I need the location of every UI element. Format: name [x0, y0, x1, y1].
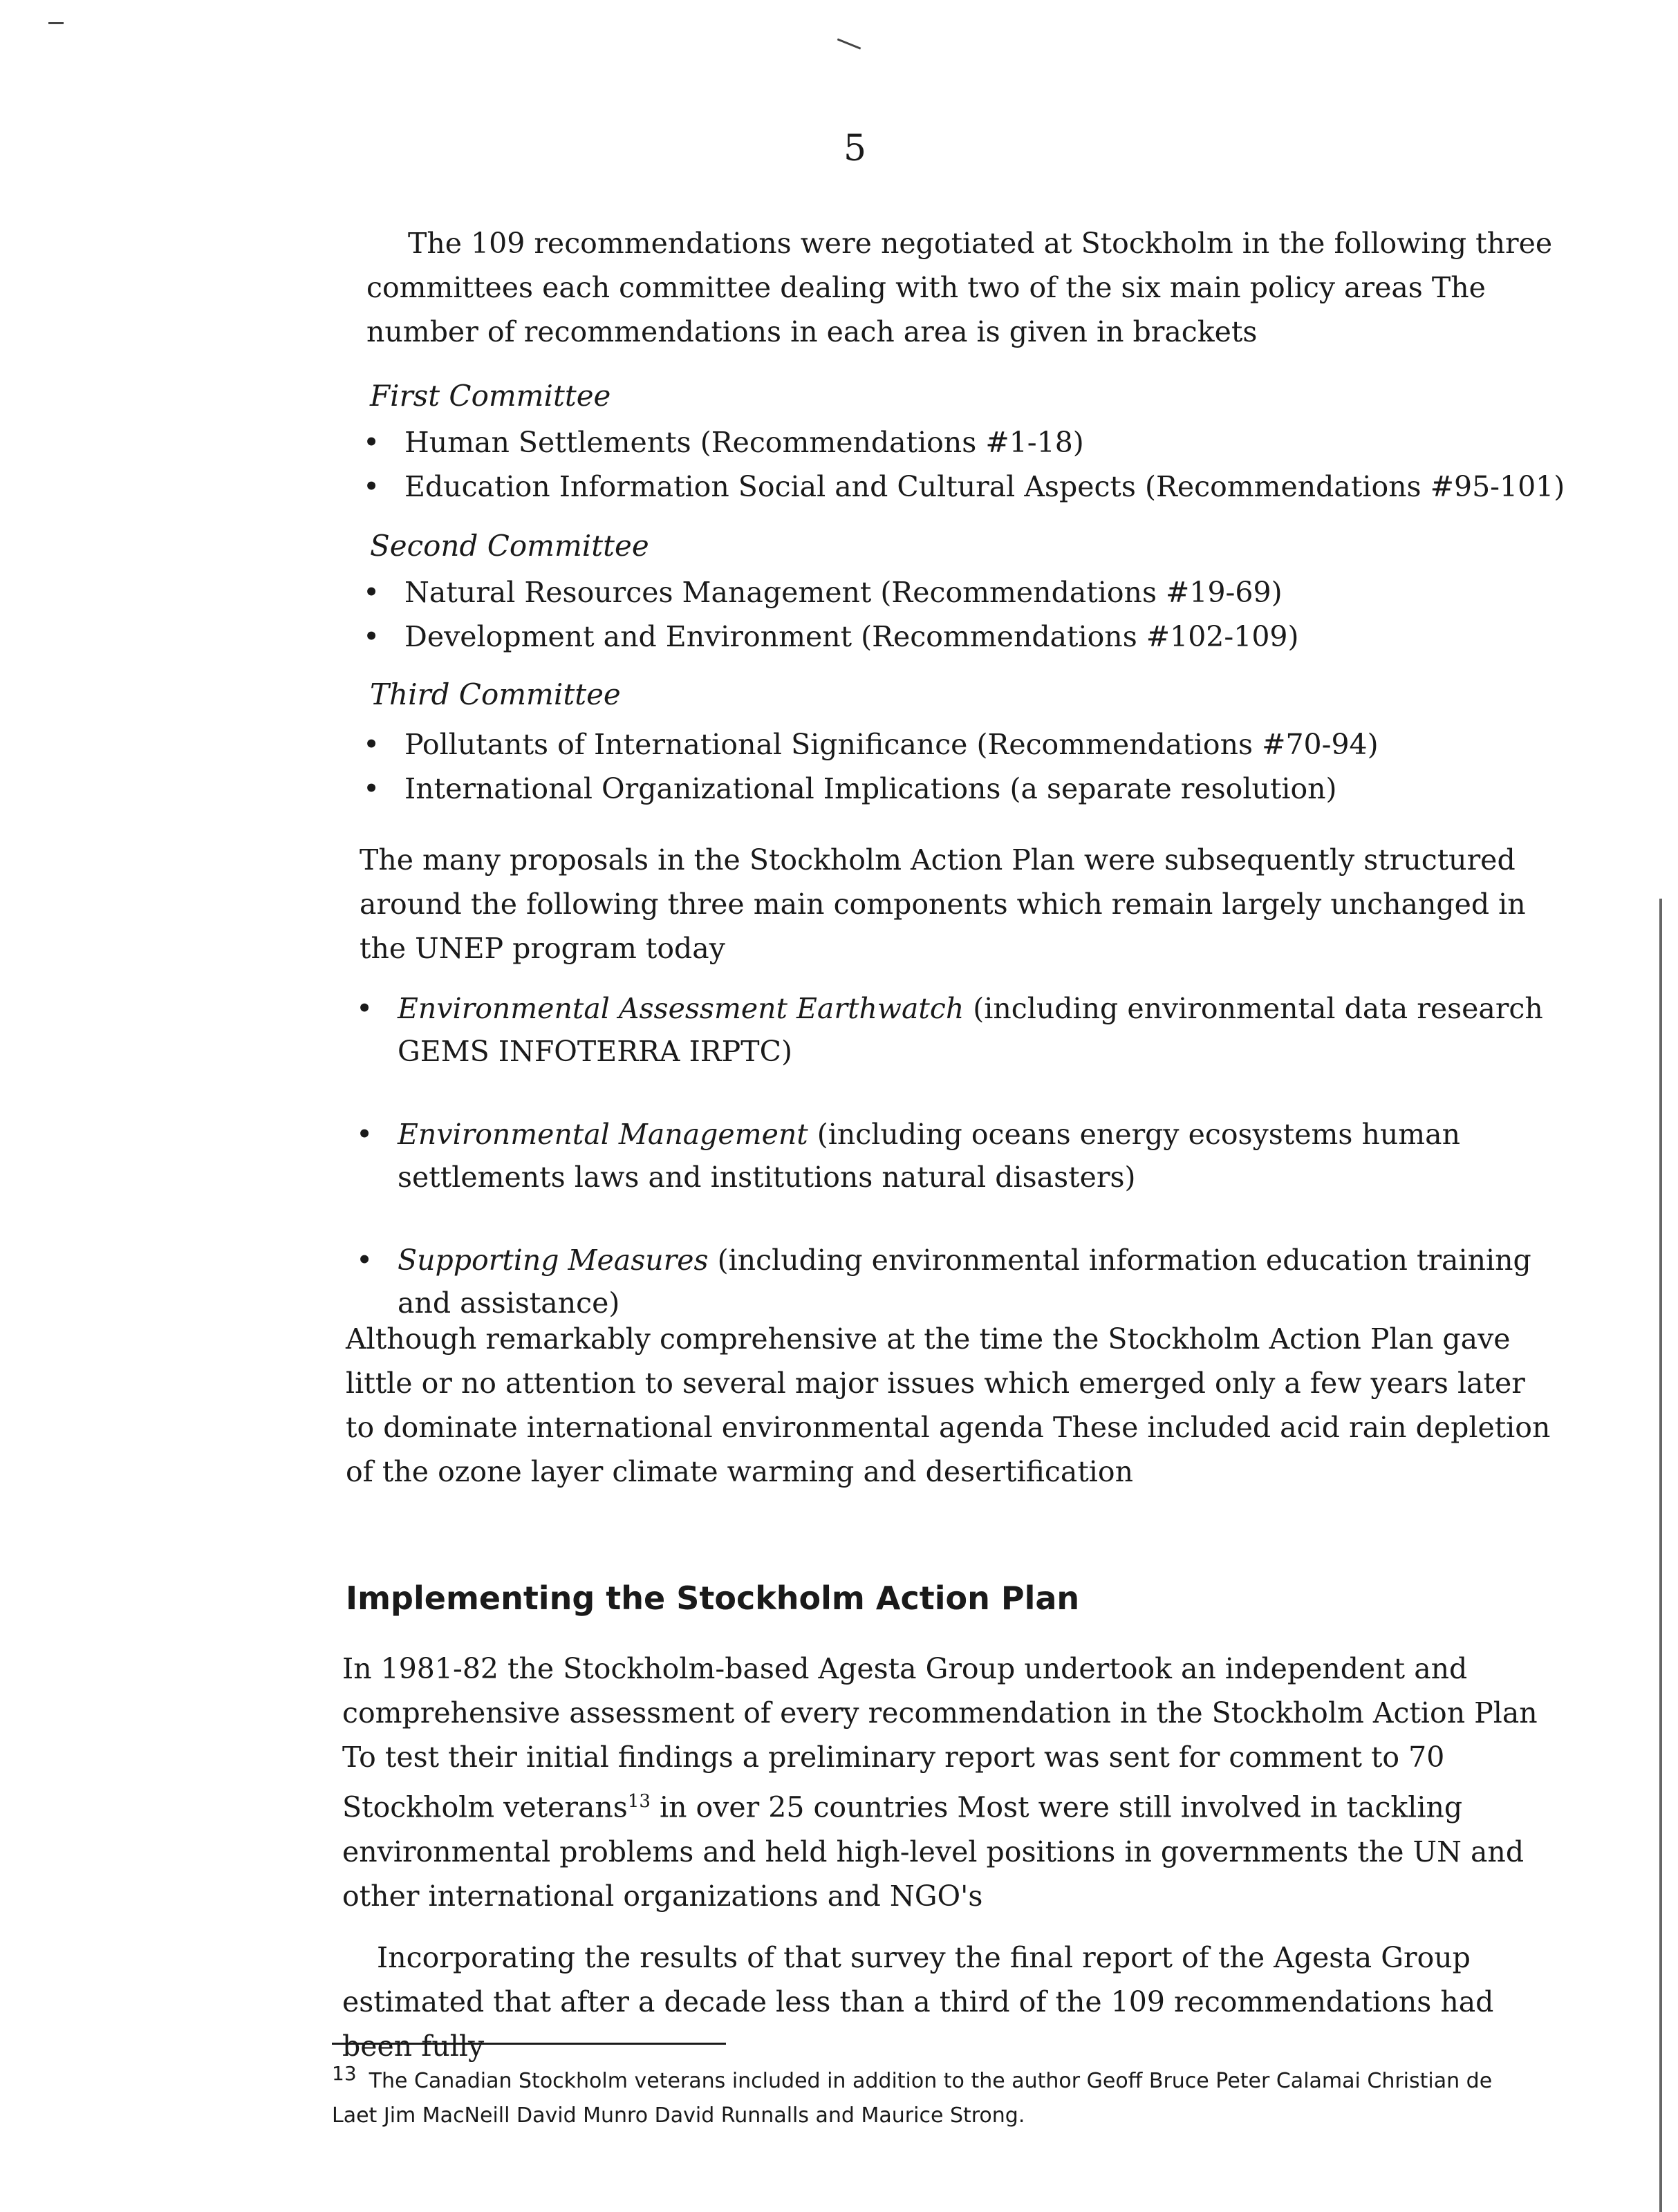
list-item: • Natural Resources Management (Recommendations #19-69)	[363, 570, 1566, 615]
component-term: Supporting Measures	[398, 1244, 709, 1277]
footnote-marker: 13	[332, 2062, 357, 2085]
component-term: Environmental Management	[398, 1118, 808, 1151]
list-item: • Human Settlements (Recommendations #1-18)	[363, 420, 1566, 465]
committee-title-third: Third Committee	[370, 677, 621, 711]
footnote-divider	[332, 2043, 726, 2045]
components-intro-paragraph: The many proposals in the Stockholm Action Plan were subsequently structured around the following three main components which remain largely unchanged in the UNEP program today	[360, 843, 1526, 965]
list-item: • Education Information Social and Cultural Aspects (Recommendations #95-101)	[363, 465, 1566, 509]
list-item: • Development and Environment (Recommendations #102-109)	[363, 615, 1566, 659]
paragraph-agesta-text: In 1981-82 the Stockholm-based Agesta Group undertook an independent and comprehensive assessment of every recommendation in the Stockholm Action Plan To test their initial findings a preliminary report was sent for comment to 70 Stockholm veterans	[342, 1652, 1538, 1824]
paragraph-survey: Incorporating the results of that survey the final report of the Agesta Group estimated that after a decade less than a third of the 109 recommendations had been fully	[342, 1941, 1494, 2063]
paragraph-gaps: Although remarkably comprehensive at the time the Stockholm Action Plan gave little or no attention to several major issues which emerged only a few years later to dominate international environmental agenda These included acid rain depletion of the ozone layer climate warming and desertification	[346, 1322, 1551, 1488]
paragraph-agesta	[342, 1647, 1545, 1918]
component-term: Environmental Assessment Earthwatch	[398, 992, 964, 1025]
page-number: 5	[843, 128, 867, 169]
committee-list-third	[363, 722, 1566, 811]
list-item	[356, 987, 1559, 1073]
footnote-text: The Canadian Stockholm veterans included in addition to the author Geoff Bruce Peter Calamai Christian de Laet Jim MacNeill David Munro David Runnalls and Maurice Strong.	[332, 2069, 1493, 2128]
committee-title-second: Second Committee	[370, 529, 649, 563]
scan-edge-right	[1659, 899, 1662, 2212]
intro-paragraph: The 109 recommendations were negotiated at Stockholm in the following three committees each committee dealing with two of the six main policy areas The number of recommendations in each area is given in brackets	[366, 227, 1553, 348]
component-desc: (including environmental information education training and assistance)	[398, 1244, 1531, 1320]
committee-title-first: First Committee	[370, 379, 611, 413]
components-list	[356, 987, 1559, 1365]
committee-list-second	[363, 570, 1566, 659]
footnote-reference: 13	[627, 1791, 651, 1812]
list-item: • International Organizational Implications (a separate resolution)	[363, 767, 1566, 811]
list-item	[356, 1239, 1559, 1324]
footnote	[332, 2056, 1521, 2133]
paragraph-agesta-text-cont: in over 25 countries Most were still involved in tackling environmental problems and held high-level positions in governments the UN and other international organizations and NGO's	[342, 1790, 1525, 1913]
scan-mark-top-center	[837, 38, 861, 49]
section-heading: Implementing the Stockholm Action Plan	[346, 1580, 1080, 1617]
committee-list-first	[363, 420, 1566, 509]
component-desc: (including environmental data research GEMS INFOTERRA IRPTC)	[398, 992, 1543, 1068]
scan-mark-top-left	[48, 22, 64, 24]
list-item: • Pollutants of International Significance (Recommendations #70-94)	[363, 722, 1566, 767]
component-desc: (including oceans energy ecosystems human settlements laws and institutions natural disasters)	[398, 1118, 1461, 1194]
list-item	[356, 1113, 1559, 1199]
